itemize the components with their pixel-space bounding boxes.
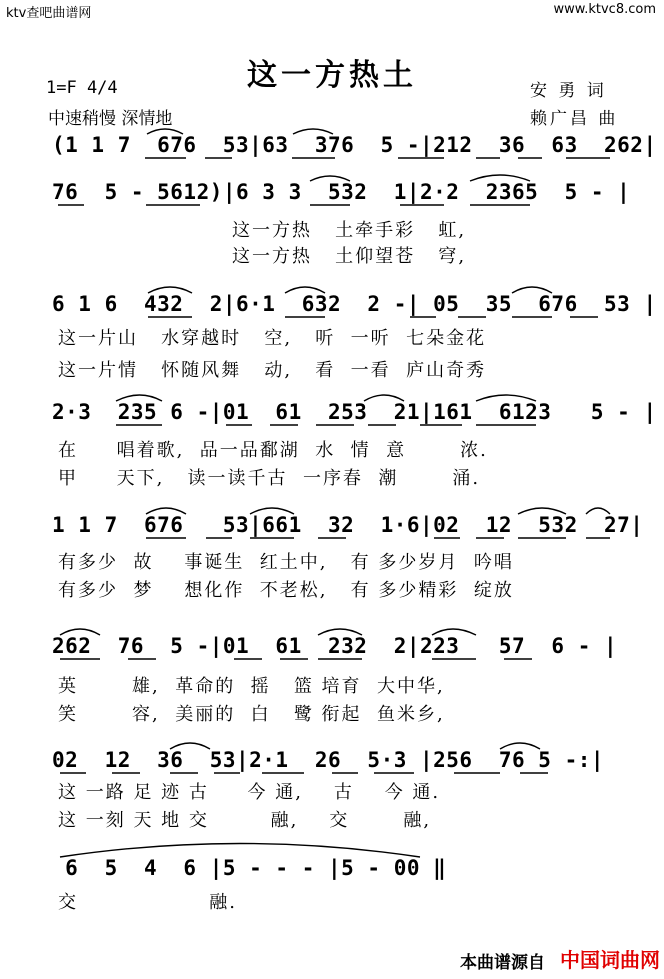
notation-line-3: 6 1 6 432 2|6·1 632 2 -| 05 35 676 53 | (52, 292, 657, 316)
composer-credit: 赖广昌 曲 (530, 109, 619, 129)
watermark-left: ktv查吧曲谱网 (6, 6, 92, 21)
lyric-line-8: 交 融. (58, 892, 237, 913)
lyric-line-6-verse-1: 英 雄, 革命的 摇 篮 培育 大中华, (58, 676, 445, 697)
notation-line-2: 76 5 - 5612)|6 3 3 532 1|2·2 2365 5 - | (52, 180, 631, 204)
lyric-line-4-verse-2: 甲 天下, 读一读千古 一序春 潮 涌. (58, 468, 481, 489)
lyric-line-5-verse-2: 有多少 梦 想化作 不老松, 有 多少精彩 绽放 (58, 580, 514, 601)
lyric-line-3-verse-2: 这一片情 怀随风舞 动, 看 一看 庐山奇秀 (58, 360, 487, 381)
lyric-line-6-verse-2: 笑 容, 美丽的 白 鹭 衔起 鱼米乡, (58, 704, 445, 725)
lyric-line-3-verse-1: 这一片山 水穿越时 空, 听 一听 七朵金花 (58, 328, 487, 349)
key-meter: 1=F 4/4 (46, 78, 118, 98)
tempo-marking: 中速稍慢 深情地 (48, 109, 173, 129)
notation-line-1: (1 1 7 676 53|63 376 5 -|212 36 63 262| (52, 133, 657, 157)
footer-source-label: 本曲谱源自 (460, 953, 545, 973)
lyricist-credit: 安 勇 词 (530, 81, 607, 101)
lyric-line-7-verse-1: 这 一路 足 迹 古 今 通, 古 今 通. (58, 782, 441, 803)
notation-line-7: 02 12 36 53|2·1 26 5·3 |256 76 5 -:| (52, 748, 605, 772)
lyric-line-4-verse-1: 在 唱着歌, 品一品鄱湖 水 情 意 浓. (58, 440, 488, 461)
lyric-line-2-verse-2: 这一方热 土仰望苍 穹, (232, 246, 467, 267)
watermark-right: www.ktvc8.com (553, 2, 656, 17)
lyric-line-7-verse-2: 这 一刻 天 地 交 融, 交 融, (58, 810, 432, 831)
notation-line-5: 1 1 7 676 53|661 32 1·6|02 12 532 27| (52, 513, 644, 537)
song-title: 这一方热土 (247, 58, 417, 93)
lyric-line-2-verse-1: 这一方热 土牵手彩 虹, (232, 220, 467, 241)
footer-brand: 中国词曲网 (560, 948, 660, 972)
notation-line-4: 2·3 235 6 -|01 61 253 21|161 6123 5 - | (52, 400, 657, 424)
notation-line-8: 6 5 4 6 |5 - - - |5 - 00 ‖ (52, 856, 447, 880)
notation-line-6: 262 76 5 -|01 61 232 2|223 57 6 - | (52, 634, 618, 658)
lyric-line-5-verse-1: 有多少 故 事诞生 红土中, 有 多少岁月 吟唱 (58, 552, 514, 573)
